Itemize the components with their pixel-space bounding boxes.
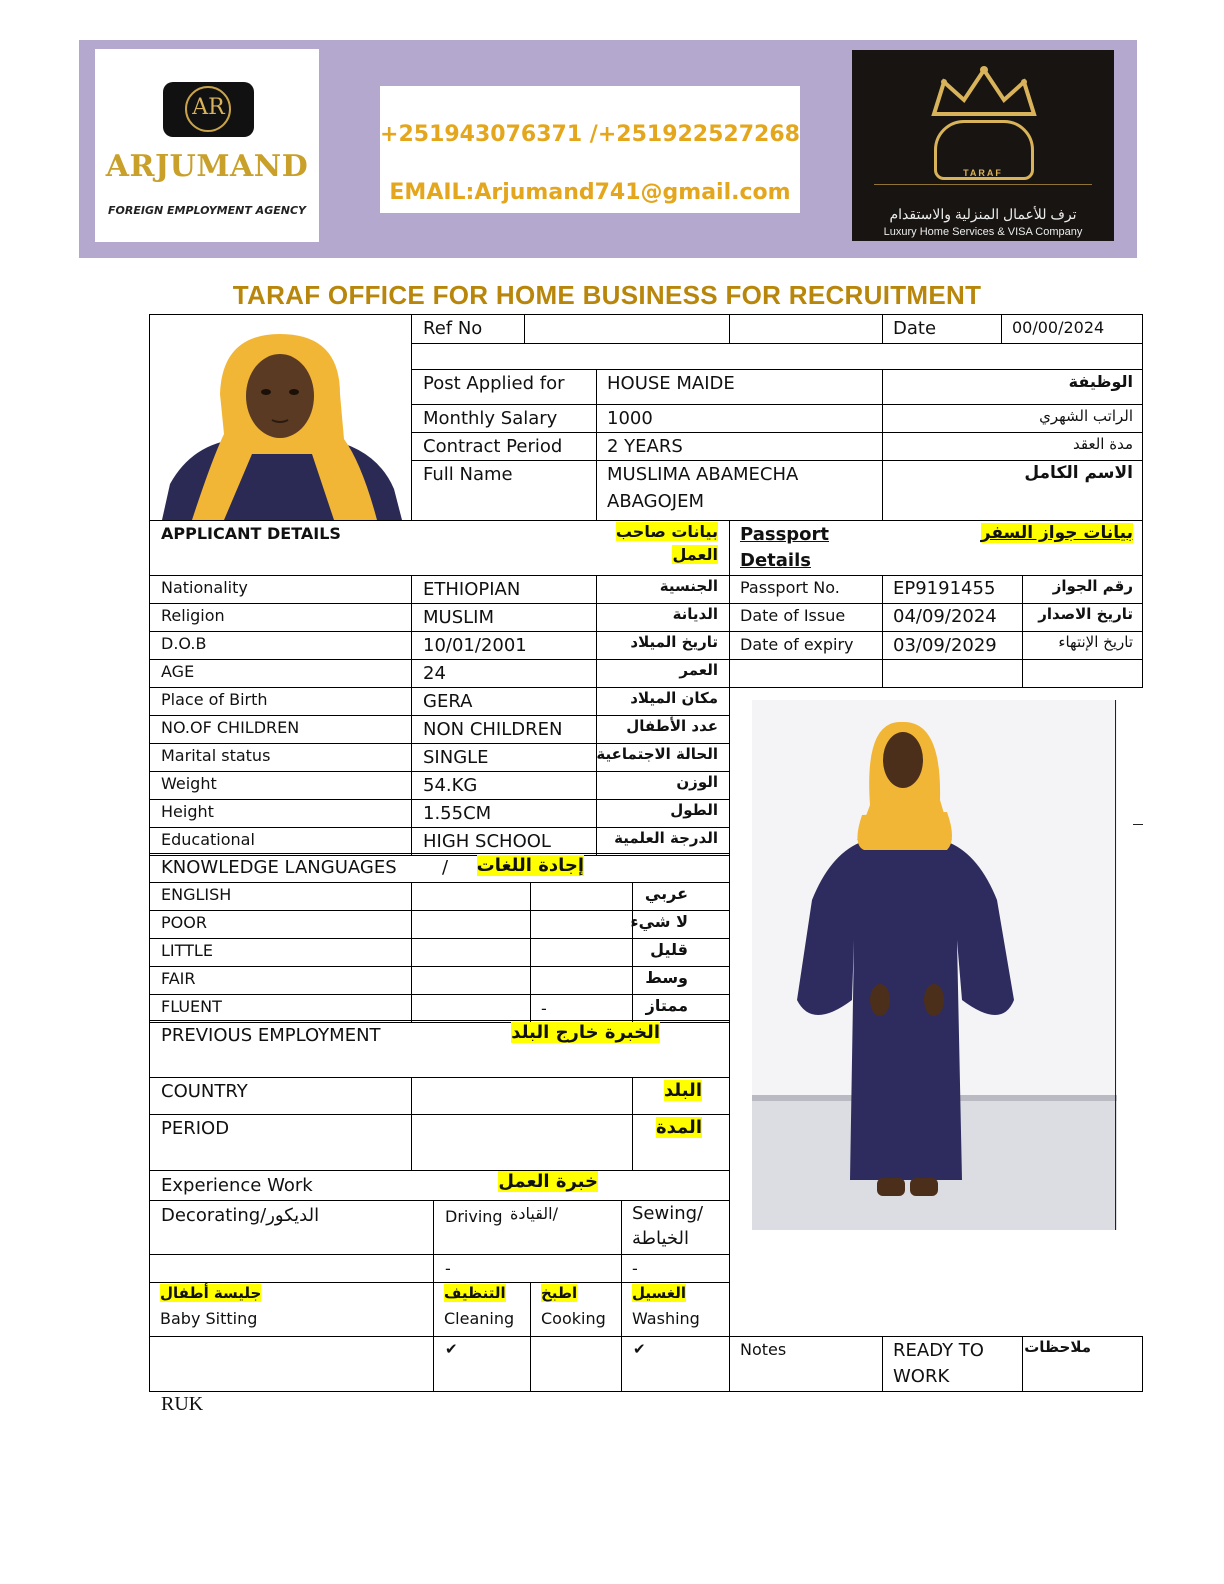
monthly-salary-label: Monthly Salary: [423, 408, 558, 429]
language-level-arabic: ممتاز: [645, 996, 688, 1015]
taraf-logo: [852, 50, 1114, 241]
phone-numbers: +251943076371 /+251922527268: [380, 122, 800, 147]
ref-no-field[interactable]: [524, 314, 730, 344]
language-level-label: POOR: [161, 913, 207, 932]
taraf-english-line: Luxury Home Services & VISA Company: [883, 226, 1083, 238]
post-applied-arabic: الوظيفة: [1068, 372, 1133, 391]
language-mark-cell[interactable]: [411, 910, 531, 939]
language-level-arabic: قليل: [650, 940, 688, 959]
skill-label: Baby Sitting: [160, 1309, 258, 1328]
skill-arabic: اطبخ: [541, 1284, 578, 1302]
sewing-label-ar: الخياطة: [632, 1228, 689, 1249]
applicant-field-value: 54.KG: [423, 775, 478, 796]
date-of-issue-arabic: تاريخ الاصدار: [1038, 605, 1133, 623]
language-level-mark: -: [541, 999, 547, 1018]
crown-icon: [924, 64, 1044, 124]
driving-label-ar: /القيادة: [510, 1204, 559, 1223]
passport-heading-line2: Details: [740, 550, 811, 571]
language-mark-cell[interactable]: [530, 938, 633, 967]
country-field[interactable]: [411, 1077, 633, 1115]
notes-arabic: ملاحظات: [1024, 1338, 1091, 1356]
applicant-field-value: HIGH SCHOOL: [423, 831, 551, 852]
applicant-field-label: Place of Birth: [161, 690, 268, 709]
language-level-label: FAIR: [161, 969, 196, 988]
applicant-field-label: D.O.B: [161, 634, 207, 653]
language-mark-cell[interactable]: [411, 938, 531, 967]
language-level-label: FLUENT: [161, 997, 222, 1016]
language-level-label: ENGLISH: [161, 885, 232, 904]
experience-heading-arabic: خبرة العمل: [498, 1171, 598, 1192]
applicant-field-arabic: العمر: [679, 661, 718, 679]
applicant-field-arabic: تاريخ الميلاد: [630, 633, 718, 651]
monthly-salary-arabic: الراتب الشهري: [1039, 407, 1133, 425]
sewing-mark: -: [632, 1259, 638, 1278]
applicant-headshot: [162, 334, 402, 520]
previous-employment-heading: PREVIOUS EMPLOYMENT: [161, 1025, 381, 1046]
applicant-field-arabic: الوزن: [676, 773, 718, 791]
language-level-label: LITTLE: [161, 941, 213, 960]
document-title: TARAF OFFICE FOR HOME BUSINESS FOR RECRUITMENT: [232, 280, 982, 310]
ar-emblem: [163, 82, 254, 137]
driving-label-en: Driving: [445, 1207, 503, 1226]
full-name-value-line1: MUSLIMA ABAMECHA: [607, 464, 799, 485]
period-arabic: المدة: [655, 1117, 702, 1138]
notes-value-line2: WORK: [893, 1366, 950, 1387]
applicant-field-label: Marital status: [161, 746, 271, 765]
skill-arabic: التنظيف: [444, 1284, 506, 1302]
skill-arabic: الغسيل: [632, 1284, 687, 1302]
applicant-field-value: NON CHILDREN: [423, 719, 563, 740]
arjumand-wordmark: ARJUMAND: [105, 149, 309, 184]
date-of-issue-value: 04/09/2024: [893, 606, 997, 627]
contact-box: [380, 86, 800, 213]
taraf-arabic-line: ترف للأعمال المنزلية والاستقدام: [889, 206, 1077, 222]
post-applied-value: HOUSE MAIDE: [607, 373, 735, 394]
country-label: COUNTRY: [161, 1081, 248, 1102]
date-of-expiry-arabic: تاريخ الإنتهاء: [1058, 633, 1133, 651]
footer-code: RUK: [161, 1393, 204, 1415]
applicant-field-label: Educational: [161, 830, 255, 849]
email-address: EMAIL:Arjumand741@gmail.com: [389, 180, 791, 205]
swirl-divider: [874, 184, 1092, 185]
ar-initials: AR: [192, 95, 225, 120]
applicant-field-value: MUSLIM: [423, 607, 494, 628]
passport-heading-line1: Passport: [740, 524, 830, 545]
applicant-field-label: Nationality: [161, 578, 248, 597]
applicant-field-value: SINGLE: [423, 747, 489, 768]
language-mark-cell[interactable]: [411, 994, 531, 1023]
taraf-name: TARAF: [963, 168, 1003, 178]
passport-no-value: EP9191455: [893, 578, 996, 599]
language-mark-cell[interactable]: [411, 882, 531, 911]
full-name-label: Full Name: [423, 464, 513, 485]
applicant-field-arabic: مكان الميلاد: [630, 689, 718, 707]
decorating-label: Decorating/الديكور: [161, 1205, 320, 1226]
contract-period-value: 2 YEARS: [607, 436, 683, 457]
applicant-details-heading: APPLICANT DETAILS: [161, 524, 341, 543]
country-arabic: البلد: [663, 1080, 702, 1101]
applicant-full-photo: [752, 700, 1117, 1230]
languages-heading-arabic: إجادة اللغات: [476, 855, 584, 876]
applicant-field-label: Religion: [161, 606, 225, 625]
notes-value-line1: READY TO: [893, 1340, 984, 1361]
notes-label: Notes: [740, 1340, 787, 1359]
full-name-value-line2: ABAGOJEM: [607, 491, 704, 512]
language-mark-cell[interactable]: [530, 910, 633, 939]
arjumand-logo: [95, 49, 319, 242]
language-level-arabic: لا شيء: [630, 912, 688, 931]
arjumand-subtitle: FOREIGN EMPLOYMENT AGENCY: [108, 204, 306, 217]
experience-heading: Experience Work: [161, 1175, 313, 1196]
applicant-field-label: Height: [161, 802, 214, 821]
skill-label: Cleaning: [444, 1309, 515, 1328]
applicant-field-value: 10/01/2001: [423, 635, 527, 656]
applicant-field-arabic: عدد الأطفال: [626, 717, 718, 735]
skill-label: Washing: [632, 1309, 700, 1328]
date-label: Date: [893, 318, 937, 339]
applicant-field-arabic: الديانة: [672, 605, 718, 623]
skill-check-cell[interactable]: [530, 1336, 622, 1392]
languages-heading: KNOWLEDGE LANGUAGES: [161, 857, 397, 878]
passport-no-label: Passport No.: [740, 578, 840, 597]
blank-row: [411, 343, 1143, 370]
contract-period-arabic: مدة العقد: [1073, 435, 1133, 453]
passport-no-arabic: رقم الجواز: [1052, 577, 1133, 595]
date-of-expiry-value: 03/09/2029: [893, 635, 997, 656]
period-field[interactable]: [411, 1114, 633, 1171]
previous-employment-arabic: الخبرة خارج البلد: [511, 1022, 660, 1043]
language-level-arabic: عربي: [644, 884, 688, 903]
applicant-field-label: NO.OF CHILDREN: [161, 718, 300, 737]
contract-period-label: Contract Period: [423, 436, 563, 457]
applicant-field-value: 24: [423, 663, 446, 684]
passport-heading-arabic: بيانات جواز السفر: [980, 523, 1133, 543]
applicant-field-label: Weight: [161, 774, 217, 793]
languages-slash: /: [442, 857, 449, 878]
applicant-field-value: GERA: [423, 691, 473, 712]
skill-label: Cooking: [541, 1309, 606, 1328]
language-mark-cell[interactable]: [530, 882, 633, 911]
date-value: 00/00/2024: [1012, 318, 1105, 337]
ref-no-label: Ref No: [423, 318, 483, 339]
date-of-expiry-label: Date of expiry: [740, 635, 854, 654]
date-of-issue-label: Date of Issue: [740, 606, 846, 625]
skill-arabic: جليسة أطفال: [160, 1284, 262, 1302]
applicant-field-arabic: الدرجة العلمية: [614, 829, 718, 847]
applicant-field-arabic: الحالة الاجتماعية: [596, 745, 718, 763]
skill-check-icon: ✔: [633, 1340, 646, 1358]
language-mark-cell[interactable]: [530, 966, 633, 995]
applicant-field-arabic: الطول: [670, 801, 718, 819]
skill-check-icon: ✔: [445, 1340, 458, 1358]
language-level-arabic: وسط: [645, 968, 688, 987]
monthly-salary-value: 1000: [607, 408, 653, 429]
applicant-field-arabic: الجنسية: [659, 577, 718, 595]
skill-check-cell[interactable]: [149, 1336, 434, 1392]
driving-mark: -: [445, 1259, 451, 1278]
applicant-field-value: ETHIOPIAN: [423, 579, 521, 600]
applicant-details-arabic-1: بيانات صاحب: [615, 522, 718, 541]
sewing-label-en: Sewing/: [632, 1203, 704, 1224]
full-name-arabic: الاسم الكامل: [1024, 463, 1133, 483]
applicant-field-value: 1.55CM: [423, 803, 492, 824]
language-mark-cell[interactable]: [411, 966, 531, 995]
applicant-field-label: AGE: [161, 662, 195, 681]
post-applied-label: Post Applied for: [423, 373, 565, 394]
applicant-details-arabic-2: العمل: [672, 545, 718, 564]
period-label: PERIOD: [161, 1118, 230, 1139]
